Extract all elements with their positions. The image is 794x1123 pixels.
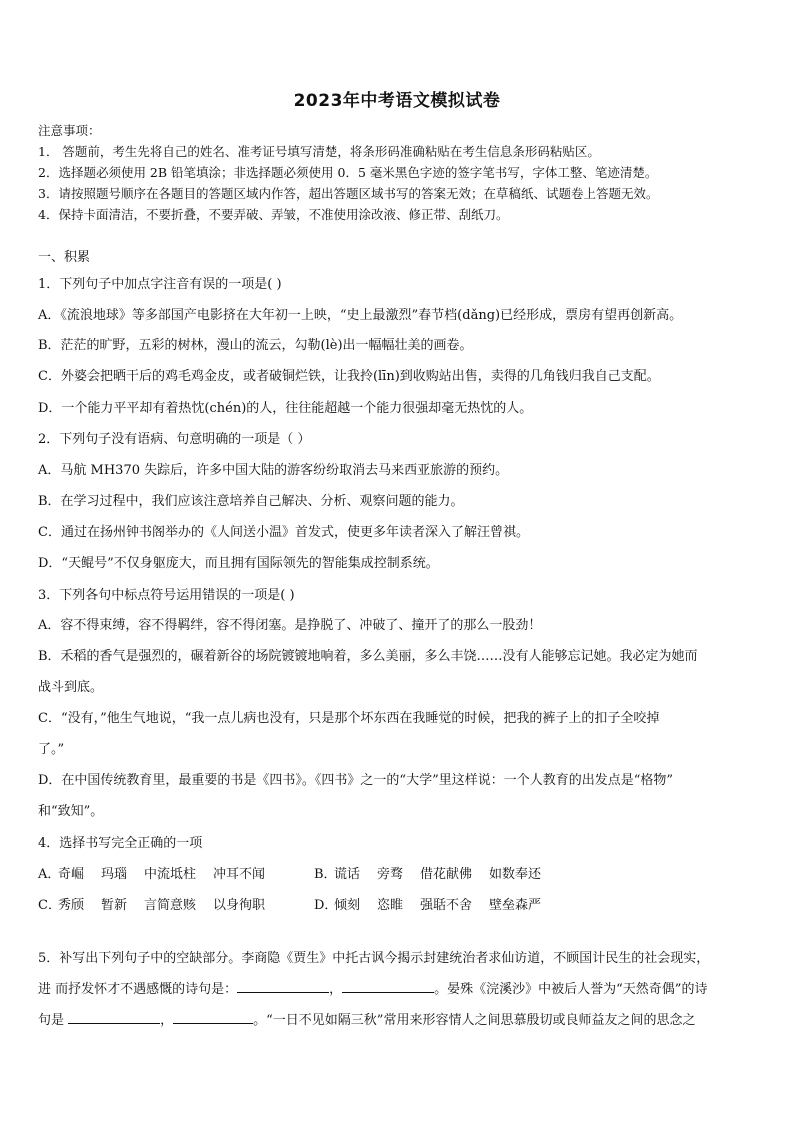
question-3-option-d-line1: D．在中国传统教育里，最重要的书是《四书》。《四书》之一的“大学”里这样说：一个人教育的出发点是“格物” — [38, 773, 674, 788]
answer-blank[interactable] — [68, 1011, 160, 1024]
question-3-option-d-line2: 和“致知”。 — [38, 804, 104, 819]
option-label: C． — [38, 898, 61, 913]
question-2-option-a: A．马航 MH370 失踪后，许多中国大陆的游客纷纷取消去马来西亚旅游的预约。 — [38, 463, 509, 478]
question-4-row-ab — [38, 863, 758, 882]
question-5-line1: 5．补写出下列句子中的空缺部分。李商隐《贾生》中托古讽今揭示封建统治者求仙访道，不顾国计民生的社会现实， — [38, 951, 710, 966]
section-heading: 一、积累 — [38, 250, 91, 265]
question-5-text: 。晏殊《浣溪沙》中被后人誉为“天然奇偶”的诗 — [434, 982, 708, 997]
answer-blank[interactable] — [237, 980, 329, 993]
word: 冲耳不闻 — [213, 867, 266, 882]
question-4-option-c — [38, 894, 314, 913]
word: 中流坻柱 — [144, 867, 197, 882]
question-3-stem: 3．下列各句中标点符号运用错误的一项是( ) — [38, 588, 295, 603]
notice-item-4: 4．保持卡面清洁，不要折叠，不要弄破、弄皱，不准使用涂改液、修正带、刮纸刀。 — [38, 207, 509, 222]
word: 壁垒森严 — [489, 898, 542, 913]
question-1-stem: 1．下列句子中加点字注音有误的一项是( ) — [38, 277, 282, 292]
word: 借花献佛 — [420, 867, 473, 882]
question-3-option-b-line1: B．禾稻的香气是强烈的，碾着新谷的场院镀镀地响着，多么美丽，多么丰饶……没有人能够忘记她。我必定为她而 — [38, 649, 698, 664]
question-2-stem: 2．下列句子没有语病、句意明确的一项是（ ） — [38, 432, 311, 447]
word: 言简意赅 — [144, 898, 197, 913]
question-3-option-b-line2: 战斗到底。 — [38, 680, 104, 695]
question-4-option-a — [38, 863, 314, 882]
question-1-option-d: D．一个能力平平却有着热忱(chén)的人，往往能超越一个能力很强却毫无热忱的人。 — [38, 401, 533, 416]
question-5-line3 — [38, 1009, 758, 1028]
word: 秀颀 — [58, 898, 85, 913]
answer-blank[interactable] — [173, 1011, 253, 1024]
separator: ， — [329, 982, 343, 997]
word: 暂新 — [101, 898, 128, 913]
question-4-stem: 4．选择书写完全正确的一项 — [38, 836, 203, 851]
word: 如数奉还 — [489, 867, 542, 882]
question-4-row-cd — [38, 894, 758, 913]
question-1-option-c: C．外婆会把晒干后的鸡毛鸡金皮，或者破铜烂铁，让我拎(līn)到收购站出售，卖得的几角钱归我自己支配。 — [38, 369, 660, 384]
notice-item-2: 2．选择题必须使用 2B 铅笔填涂；非选择题必须使用 0．5 毫米黑色字迹的签字笔书写，字体工整、笔迹清楚。 — [38, 165, 658, 180]
question-3-option-c-line2: 了。” — [38, 742, 65, 757]
question-5-text: 。“一日不见如隔三秋”常用来形容情人之间思慕殷切或良师益友之间的思念之 — [253, 1013, 696, 1028]
question-1-option-a: A．《流浪地球》等多部国产电影挤在大年初一上映，“史上最激烈”春节档(dǎng)已经形成，票房有望再创新高。 — [38, 308, 683, 323]
notice-heading: 注意事项： — [38, 123, 101, 138]
word: 玛瑙 — [101, 867, 128, 882]
word: 以身徇职 — [213, 898, 266, 913]
question-3-option-c-line1: C．“没有，”他生气地说，“我一点儿病也没有，只是那个坏东西在我睡觉的时候，把我的裤子上的扣子全咬掉 — [38, 711, 660, 726]
question-5-line2 — [38, 978, 758, 997]
option-label: B． — [314, 867, 337, 882]
question-4-option-d — [314, 894, 558, 913]
question-3-option-a: A．容不得束缚，容不得羁绊，容不得闭塞。是挣脱了、冲破了、撞开了的那么一股劲！ — [38, 618, 542, 633]
notice-item-1: 1． 答题前，考生先将自己的姓名、准考证号填写清楚，将条形码准确粘贴在考生信息条形码粘贴区。 — [38, 144, 600, 159]
word: 旁骛 — [377, 867, 404, 882]
word: 倾刻 — [334, 898, 361, 913]
question-2-option-c: C．通过在扬州钟书阁举办的《人间送小温》首发式，使更多年读者深入了解汪曾祺。 — [38, 525, 529, 540]
separator: ， — [160, 1013, 174, 1028]
question-2-option-d: D．“天鲲号”不仅身躯庞大，而且拥有国际领先的智能集成控制系统。 — [38, 556, 439, 571]
word: 奇崛 — [58, 867, 85, 882]
notice-item-3: 3．请按照题号顺序在各题目的答题区域内作答，超出答题区域书写的答案无效；在草稿纸、试题卷上答题无效。 — [38, 186, 659, 201]
question-2-option-b: B．在学习过程中，我们应该注意培养自己解决、分析、观察问题的能力。 — [38, 494, 464, 509]
word: 谎话 — [334, 867, 361, 882]
question-4-option-b — [314, 863, 558, 882]
word: 恣睢 — [377, 898, 404, 913]
question-1-option-b: B．茫茫的旷野，五彩的树林，漫山的流云，勾勒(lè)出一幅幅壮美的画卷。 — [38, 338, 473, 353]
page-title: 2023年中考语文模拟试卷 — [293, 91, 501, 111]
word: 强聒不舍 — [420, 898, 473, 913]
question-5-text: 句是 — [38, 1013, 69, 1028]
option-label: D． — [314, 898, 338, 913]
question-5-text: 进 而抒发怀才不遇感慨的诗句是： — [38, 982, 238, 997]
option-label: A． — [38, 867, 61, 882]
answer-blank[interactable] — [342, 980, 434, 993]
